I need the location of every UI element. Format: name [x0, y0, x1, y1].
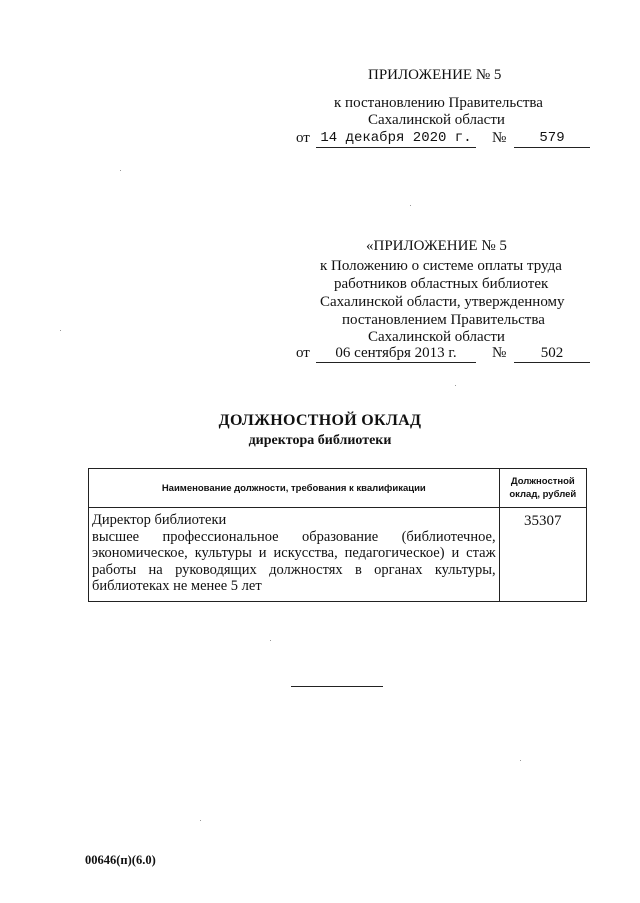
annex-original-line: к Положению о системе оплаты труда [320, 258, 562, 274]
heading-title: ДОЛЖНОСТНОЙ ОКЛАД [218, 412, 422, 429]
salary-cell: 35307 [499, 508, 586, 602]
decree-number: 579 [514, 129, 590, 148]
scan-speck [200, 820, 201, 821]
scan-speck [520, 760, 521, 761]
salary-table [88, 468, 587, 602]
scan-speck [60, 330, 61, 331]
regulation-number: 502 [514, 344, 590, 363]
annex-original-line: работников областных библиотек [334, 276, 549, 292]
header-position: Наименование должности, требования к квалификации [89, 469, 500, 508]
header-salary: Должностной оклад, рублей [499, 469, 586, 508]
annex-current-title: ПРИЛОЖЕНИЕ № 5 [368, 67, 502, 83]
position-name: Директор библиотеки [92, 512, 227, 528]
scan-speck [410, 205, 411, 206]
annex-current-line1: к постановлению Правительства [334, 95, 543, 111]
position-cell [89, 508, 500, 602]
document-code: 00646(п)(6.0) [85, 853, 156, 867]
annex-current-date-row [296, 129, 596, 149]
number-label: № [492, 130, 507, 146]
number-label: № [492, 345, 507, 361]
annex-original-date-row [296, 344, 596, 364]
scan-speck [455, 385, 456, 386]
annex-original-line: Сахалинской области [368, 329, 505, 345]
scan-speck [120, 170, 121, 171]
heading-subtitle: директора библиотеки [248, 433, 392, 448]
annex-original-line: постановлением Правительства [342, 312, 545, 328]
table-header-row [89, 469, 587, 508]
regulation-date: 06 сентября 2013 г. [316, 344, 476, 363]
divider-line [291, 686, 383, 687]
scan-speck [270, 640, 271, 641]
annex-original-title: «ПРИЛОЖЕНИЕ № 5 [366, 238, 507, 254]
from-label: от [296, 130, 310, 146]
annex-current-line2: Сахалинской области [368, 112, 505, 128]
table-row [89, 508, 587, 602]
from-label: от [296, 345, 310, 361]
annex-original-line: Сахалинской области, утвержденному [320, 294, 565, 310]
decree-date: 14 декабря 2020 г. [316, 129, 476, 148]
document-heading [0, 412, 640, 449]
position-requirements: высшее профессиональное образование (библиотечное, экономическое, культуры и искусства, педагогическое) и стаж работы на руководящих должностях в органах культуры, библиотеках не менее 5 лет [92, 528, 496, 594]
